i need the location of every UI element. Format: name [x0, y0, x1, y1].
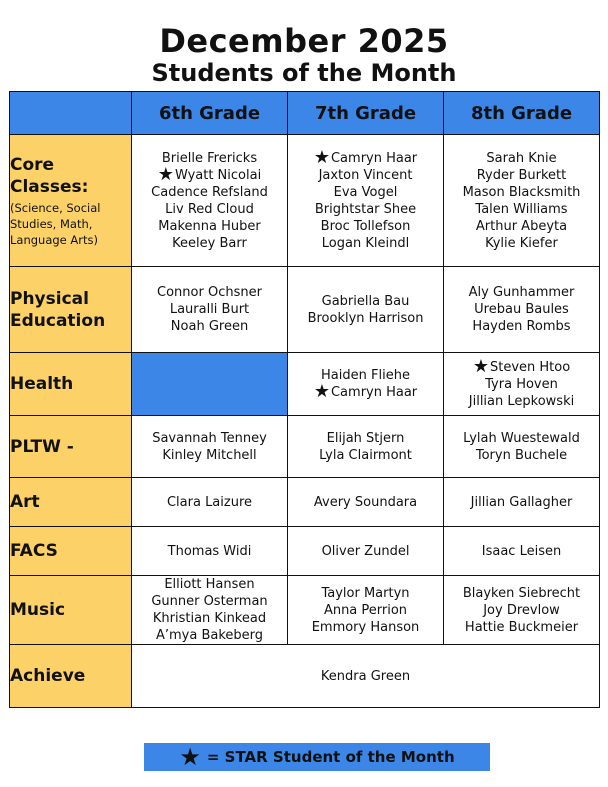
cell-health-6th-empty	[132, 353, 288, 416]
category-pltw-label: PLTW -	[10, 436, 74, 457]
category-achieve-label: Achieve	[10, 666, 86, 686]
cell-core-6th	[132, 135, 288, 267]
cell-music-7th	[288, 576, 444, 645]
star-icon: ★	[179, 743, 201, 771]
student-name	[444, 355, 599, 377]
student-name-text: Elliott Hansen	[164, 577, 255, 592]
student-name-text: Thomas Widi	[167, 543, 252, 559]
star-icon: ★	[313, 381, 330, 402]
cell-achieve-all	[132, 645, 600, 708]
page-title: December 2025	[159, 22, 449, 60]
cell-pe-7th	[288, 267, 444, 353]
student-name-text: Aly Gunhammer	[468, 285, 575, 300]
student-name	[132, 430, 287, 447]
student-name-text: Lylah Wuestewald	[463, 430, 580, 446]
category-art	[10, 478, 132, 527]
student-name	[132, 150, 287, 167]
student-name	[288, 218, 443, 235]
category-core-subjects: (Science, Social Studies, Math, Language Arts)	[10, 200, 101, 247]
student-name-text: Wyatt Nicolai	[174, 167, 262, 183]
cell-music-6th	[132, 576, 288, 645]
page-subtitle: Students of the Month	[151, 59, 457, 87]
student-name	[288, 381, 443, 402]
student-name-text: Steven Htoo	[489, 359, 571, 375]
header-row	[10, 92, 600, 135]
student-name-text: Keeley Barr	[172, 235, 247, 251]
student-name-text: Savannah Tenney	[152, 430, 267, 446]
student-name	[444, 167, 599, 184]
header-corner	[10, 92, 132, 135]
student-name-text: Elijah Stjern	[326, 430, 405, 446]
student-name	[444, 218, 599, 235]
student-name-text: Urebau Baules	[474, 302, 569, 317]
student-name	[132, 447, 287, 464]
category-music	[10, 576, 132, 645]
category-facs-label: FACS	[10, 541, 58, 561]
student-name	[288, 447, 443, 464]
row-music	[10, 576, 600, 645]
cell-art-6th	[132, 478, 288, 527]
student-name	[444, 430, 599, 447]
student-name	[444, 602, 599, 619]
student-name-text: Eva Vogel	[333, 184, 398, 200]
student-name-text: Lyla Clairmont	[319, 447, 412, 463]
student-name-text: Talen Williams	[475, 201, 568, 217]
student-name-text: Jaxton Vincent	[318, 167, 413, 183]
row-achieve	[10, 645, 600, 708]
student-name	[444, 447, 599, 464]
student-name-text: Hattie Buckmeier	[464, 619, 579, 635]
student-name	[132, 301, 287, 318]
row-core	[10, 135, 600, 267]
student-name	[288, 310, 443, 327]
student-name-text: Anna Perrion	[323, 602, 408, 618]
category-facs	[10, 527, 132, 576]
student-name-text: Avery Soundara	[313, 494, 418, 510]
student-name	[132, 610, 287, 627]
category-core	[10, 135, 132, 267]
student-name-text: Taylor Martyn	[321, 585, 410, 601]
header-6th-grade: 6th Grade	[132, 92, 288, 135]
star-legend	[144, 743, 490, 771]
cell-pltw-7th	[288, 416, 444, 478]
cell-core-7th	[288, 135, 444, 267]
student-name-text: Broc Tollefson	[320, 218, 411, 234]
student-name	[132, 668, 599, 685]
student-name-text: Blayken Siebrecht	[462, 585, 581, 601]
category-music-label: Music	[10, 600, 66, 620]
student-name-text: Isaac Leisen	[481, 543, 562, 559]
cell-health-8th	[444, 353, 600, 416]
student-name	[444, 494, 599, 511]
student-name-text: Oliver Zundel	[321, 543, 410, 559]
cell-facs-8th	[444, 527, 600, 576]
cell-music-8th	[444, 576, 600, 645]
category-pe-label: Physical Education	[10, 288, 106, 331]
student-name-text: Ryder Burkett	[476, 167, 567, 183]
header-7th-grade: 7th Grade	[288, 92, 444, 135]
student-name-text: Tyra Hoven	[485, 376, 558, 392]
student-name	[132, 593, 287, 610]
student-name	[132, 494, 287, 511]
student-name-text: Toryn Buchele	[475, 447, 568, 463]
student-name	[444, 184, 599, 201]
star-icon: ★	[157, 163, 174, 185]
student-name	[288, 494, 443, 511]
category-health-label: Health	[10, 374, 74, 394]
row-facs	[10, 527, 600, 576]
row-pltw	[10, 416, 600, 478]
student-name	[444, 543, 599, 560]
student-name-text: Noah Green	[170, 319, 249, 334]
student-name	[132, 201, 287, 218]
row-health	[10, 353, 600, 416]
category-pe	[10, 267, 132, 353]
student-name	[444, 201, 599, 218]
student-name	[288, 184, 443, 201]
cell-pe-6th	[132, 267, 288, 353]
student-name-text: Camryn Haar	[330, 385, 418, 400]
student-name-text: Brooklyn Harrison	[307, 310, 424, 326]
students-table	[9, 91, 600, 708]
student-name	[444, 376, 599, 393]
row-pe	[10, 267, 600, 353]
student-name	[288, 146, 443, 168]
cell-art-8th	[444, 478, 600, 527]
student-name-text: Kendra Green	[320, 668, 411, 684]
student-name	[132, 627, 287, 644]
student-name	[132, 318, 287, 335]
student-name-text: Joy Drevlow	[483, 602, 560, 618]
student-name-text: Makenna Huber	[158, 218, 261, 234]
student-name	[132, 235, 287, 252]
student-name	[444, 150, 599, 167]
student-name	[444, 235, 599, 252]
student-name-text: Hayden Rombs	[472, 319, 571, 334]
student-name-text: Mason Blacksmith	[462, 184, 581, 200]
category-art-label: Art	[10, 492, 40, 512]
student-name	[288, 293, 443, 310]
student-name-text: Clara Laizure	[166, 494, 253, 510]
student-name-text: Jillian Gallagher	[470, 494, 573, 510]
student-name-text: Liv Red Cloud	[165, 201, 254, 217]
student-name-text: Haiden Fliehe	[321, 368, 410, 383]
student-name	[132, 184, 287, 201]
student-name-text: Jillian Lepkowski	[468, 393, 575, 409]
student-name-text: A’mya Bakeberg	[155, 628, 264, 643]
student-name	[288, 167, 443, 184]
student-name	[288, 201, 443, 218]
cell-pltw-6th	[132, 416, 288, 478]
star-icon: ★	[313, 146, 330, 168]
student-name-text: Arthur Abeyta	[475, 218, 568, 234]
star-legend-text: = STAR Student of the Month	[206, 748, 455, 766]
cell-health-7th	[288, 353, 444, 416]
category-core-label: Core Classes:	[10, 154, 89, 197]
student-name	[444, 585, 599, 602]
student-name-text: Kylie Kiefer	[485, 235, 558, 251]
student-name	[444, 318, 599, 335]
student-name	[288, 235, 443, 252]
row-art	[10, 478, 600, 527]
student-name	[288, 585, 443, 602]
student-name	[444, 284, 599, 301]
student-name-text: Lauralli Burt	[169, 302, 250, 317]
student-name	[132, 284, 287, 301]
category-pltw	[10, 416, 132, 478]
student-name	[132, 576, 287, 593]
student-name	[444, 619, 599, 636]
student-name-text: Sarah Knie	[486, 150, 557, 166]
student-name-text: Emmory Hanson	[311, 619, 420, 635]
cell-art-7th	[288, 478, 444, 527]
star-icon: ★	[472, 355, 489, 377]
student-name	[132, 163, 287, 185]
student-name-text: Khristian Kinkead	[152, 611, 267, 626]
cell-pe-8th	[444, 267, 600, 353]
header-8th-grade: 8th Grade	[444, 92, 600, 135]
student-name-text: Connor Ochsner	[157, 285, 262, 300]
student-name	[288, 543, 443, 560]
student-name-text: Camryn Haar	[330, 150, 418, 166]
category-achieve	[10, 645, 132, 708]
student-name	[288, 602, 443, 619]
student-name-text: Gunner Osterman	[151, 594, 268, 609]
student-name-text: Gabriella Bau	[321, 293, 410, 309]
cell-pltw-8th	[444, 416, 600, 478]
cell-core-8th	[444, 135, 600, 267]
student-name-text: Brightstar Shee	[314, 201, 417, 217]
student-name	[288, 619, 443, 636]
cell-facs-6th	[132, 527, 288, 576]
student-name	[288, 367, 443, 384]
student-name-text: Logan Kleindl	[321, 235, 410, 251]
student-name-text: Kinley Mitchell	[162, 447, 257, 463]
student-name	[132, 218, 287, 235]
student-name	[132, 543, 287, 560]
student-name-text: Cadence Refsland	[151, 184, 268, 200]
student-name-text: Brielle Frericks	[161, 150, 258, 166]
student-name	[444, 301, 599, 318]
student-name	[444, 393, 599, 410]
category-health	[10, 353, 132, 416]
cell-facs-7th	[288, 527, 444, 576]
student-name	[288, 430, 443, 447]
